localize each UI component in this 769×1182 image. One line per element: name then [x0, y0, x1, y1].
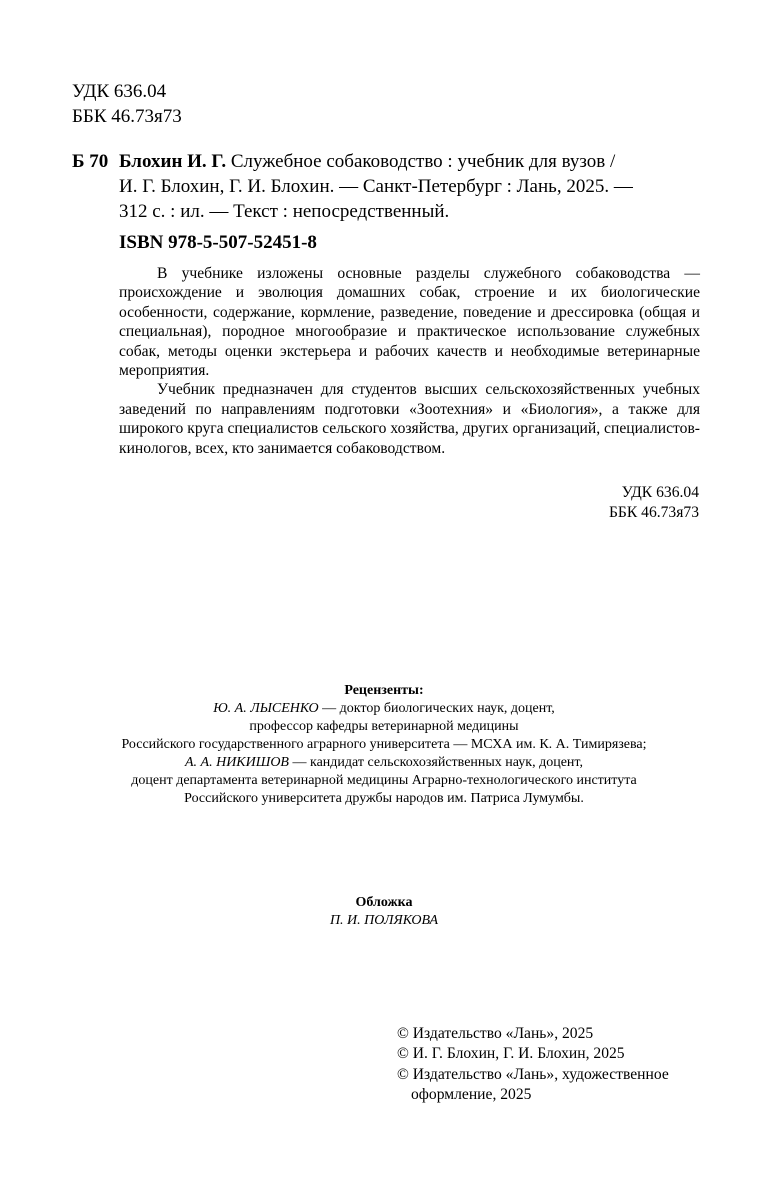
reviewer-2-degree: — кандидат сельскохозяйственных наук, доцент, [288, 755, 583, 770]
reviewer-2-line-1 [70, 754, 698, 772]
biblio-line-3: 312 с. : ил. — Текст : непосредственный. [119, 201, 450, 222]
biblio-line-2: И. Г. Блохин, Г. И. Блохин. — Санкт-Петербург : Лань, 2025. — [119, 176, 633, 197]
classification-codes-top [72, 79, 182, 129]
title-statement: Служебное собаководство : учебник для вузов / [226, 151, 616, 172]
udk-code-bottom: УДК 636.04 [621, 484, 699, 501]
reviewer-2-line-2: доцент департамента ветеринарной медицины Аграрно-технологического института [131, 773, 637, 788]
abstract [119, 264, 700, 458]
reviewers-block [70, 682, 698, 808]
abstract-paragraph-1: В учебнике изложены основные разделы служебного собаководства — происхождение и эволюция домашних собак, строение и их биологические особенности, содержание, кормление, разведение, поведение и дрессировка (общая и специальная), породное многообразие и практическое использование служебных собак, методы оценки экстерьера и рабочих качеств и необходимые ветеринарные мероприятия. [119, 265, 700, 380]
cover-heading: Обложка [355, 895, 413, 910]
isbn: ISBN 978-5-507-52451-8 [119, 232, 317, 253]
author-heading: Блохин И. Г. [119, 151, 227, 172]
bbk-code-bottom: ББК 46.73я73 [608, 504, 699, 521]
copyright-line-2: © И. Г. Блохин, Г. И. Блохин, 2025 [397, 1045, 625, 1063]
reviewer-1-line-3: Российского государственного аграрного университета — МСХА им. К. А. Тимирязева; [121, 737, 647, 752]
abstract-paragraph-2: Учебник предназначен для студентов высших сельскохозяйственных учебных заведений по направлениям подготовки «Зоотехния» и «Биология», а также для широкого круга специалистов сельского хозяйства, других организаций, специалистов-кинологов, всех, кто занимается собаководством. [119, 381, 700, 457]
bibliographic-record [119, 149, 699, 224]
bbk-code: ББК 46.73я73 [72, 106, 182, 127]
copyright-block [397, 1024, 697, 1106]
copyright-line-1: © Издательство «Лань», 2025 [397, 1025, 594, 1042]
copyright-line-4: оформление, 2025 [411, 1086, 532, 1104]
cover-credit [70, 894, 698, 930]
author-call-number: Б 70 [72, 151, 109, 172]
copyright-line-3: © Издательство «Лань», художественное [397, 1065, 669, 1083]
reviewer-1-name: Ю. А. ЛЫСЕНКО [213, 701, 319, 716]
reviewer-2-name: А. А. НИКИШОВ [184, 755, 289, 770]
reviewers-heading: Рецензенты: [344, 683, 424, 698]
reviewer-1-line-1 [70, 700, 698, 718]
reviewer-1-degree: — доктор биологических наук, доцент, [318, 701, 555, 716]
reviewer-1-line-2: профессор кафедры ветеринарной медицины [249, 719, 519, 734]
biblio-line-1 [119, 149, 699, 174]
reviewer-2-line-3: Российского университета дружбы народов им. Патриса Лумумбы. [184, 791, 584, 806]
udk-code: УДК 636.04 [72, 81, 167, 102]
cover-designer: П. И. ПОЛЯКОВА [329, 913, 439, 928]
classification-codes-bottom [609, 483, 699, 523]
